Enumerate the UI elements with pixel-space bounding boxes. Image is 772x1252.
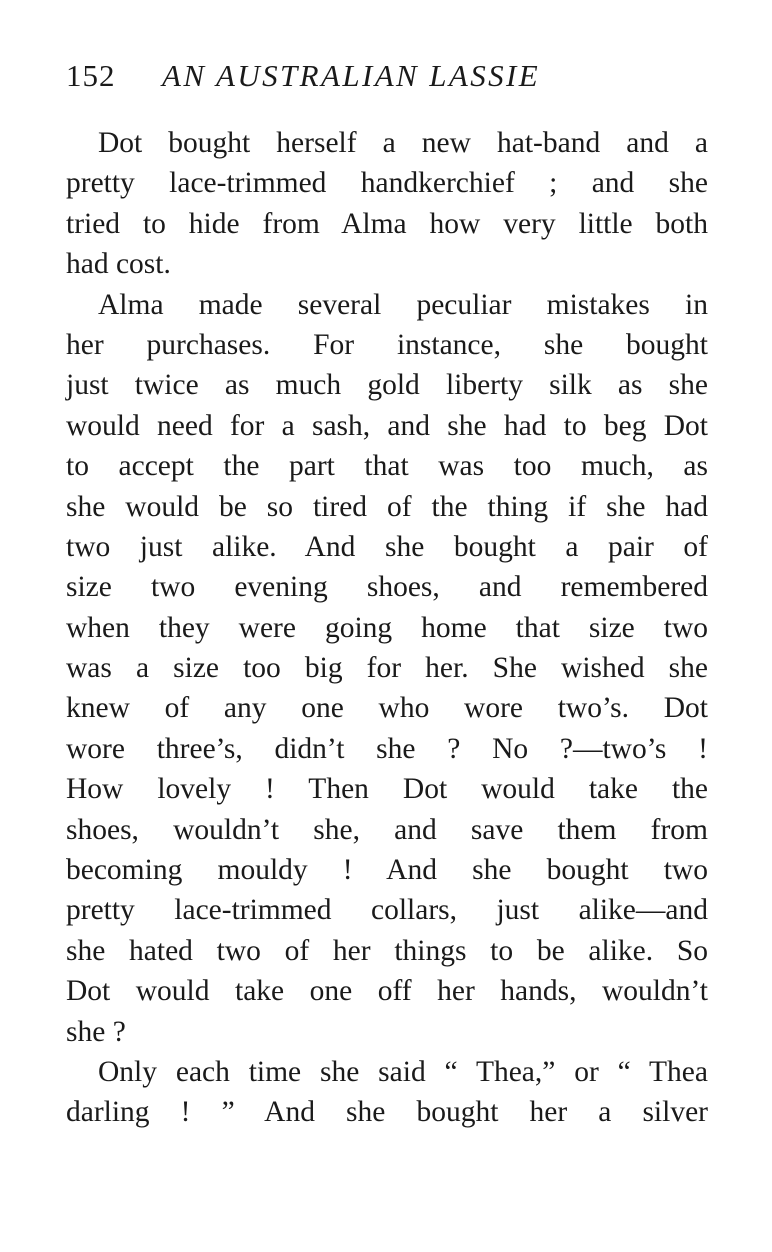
running-head — [66, 58, 716, 102]
text-line: shoes, wouldn’t she, and save them from — [66, 813, 708, 846]
text-line: Dot would take one off her hands, wouldn’t — [66, 975, 708, 1008]
text-line: when they were going home that size two — [66, 611, 708, 644]
text-line: two just alike. And she bought a pair of — [66, 530, 708, 563]
text-line: wore three’s, didn’t she ? No ?—two’s ! — [66, 732, 708, 765]
book-title: AN AUSTRALIAN LASSIE — [162, 58, 541, 93]
paragraph — [66, 285, 708, 1052]
text-line: pretty lace-trimmed collars, just alike—and — [66, 894, 708, 927]
paragraph — [66, 123, 708, 285]
paragraph — [66, 1052, 708, 1133]
text-line: she would be so tired of the thing if she had — [66, 490, 708, 523]
text-line: she ? — [66, 1015, 126, 1048]
text-line: to accept the part that was too much, as — [66, 450, 708, 483]
text-line: darling ! ” And she bought her a silver — [66, 1096, 708, 1129]
text-line: was a size too big for her. She wished she — [66, 652, 708, 685]
text-line: How lovely ! Then Dot would take the — [66, 773, 708, 806]
text-line: her purchases. For instance, she bought — [66, 328, 708, 361]
text-line: would need for a sash, and she had to beg Dot — [66, 409, 708, 442]
text-line: just twice as much gold liberty silk as she — [66, 369, 708, 402]
text-line: had cost. — [66, 248, 171, 281]
text-line: she hated two of her things to be alike. So — [66, 934, 708, 967]
text-line: becoming mouldy ! And she bought two — [66, 854, 708, 887]
text-line: knew of any one who wore two’s. Dot — [66, 692, 708, 725]
text-line: tried to hide from Alma how very little both — [66, 207, 708, 240]
body-text — [66, 123, 708, 1133]
text-line: pretty lace-trimmed handkerchief ; and she — [66, 167, 708, 200]
text-line: Only each time she said “ Thea,” or “ Thea — [98, 1055, 708, 1088]
text-line: size two evening shoes, and remembered — [66, 571, 708, 604]
text-line: Alma made several peculiar mistakes in — [98, 288, 708, 321]
text-line: Dot bought herself a new hat-band and a — [98, 127, 708, 159]
page-number: 152 — [66, 58, 116, 93]
